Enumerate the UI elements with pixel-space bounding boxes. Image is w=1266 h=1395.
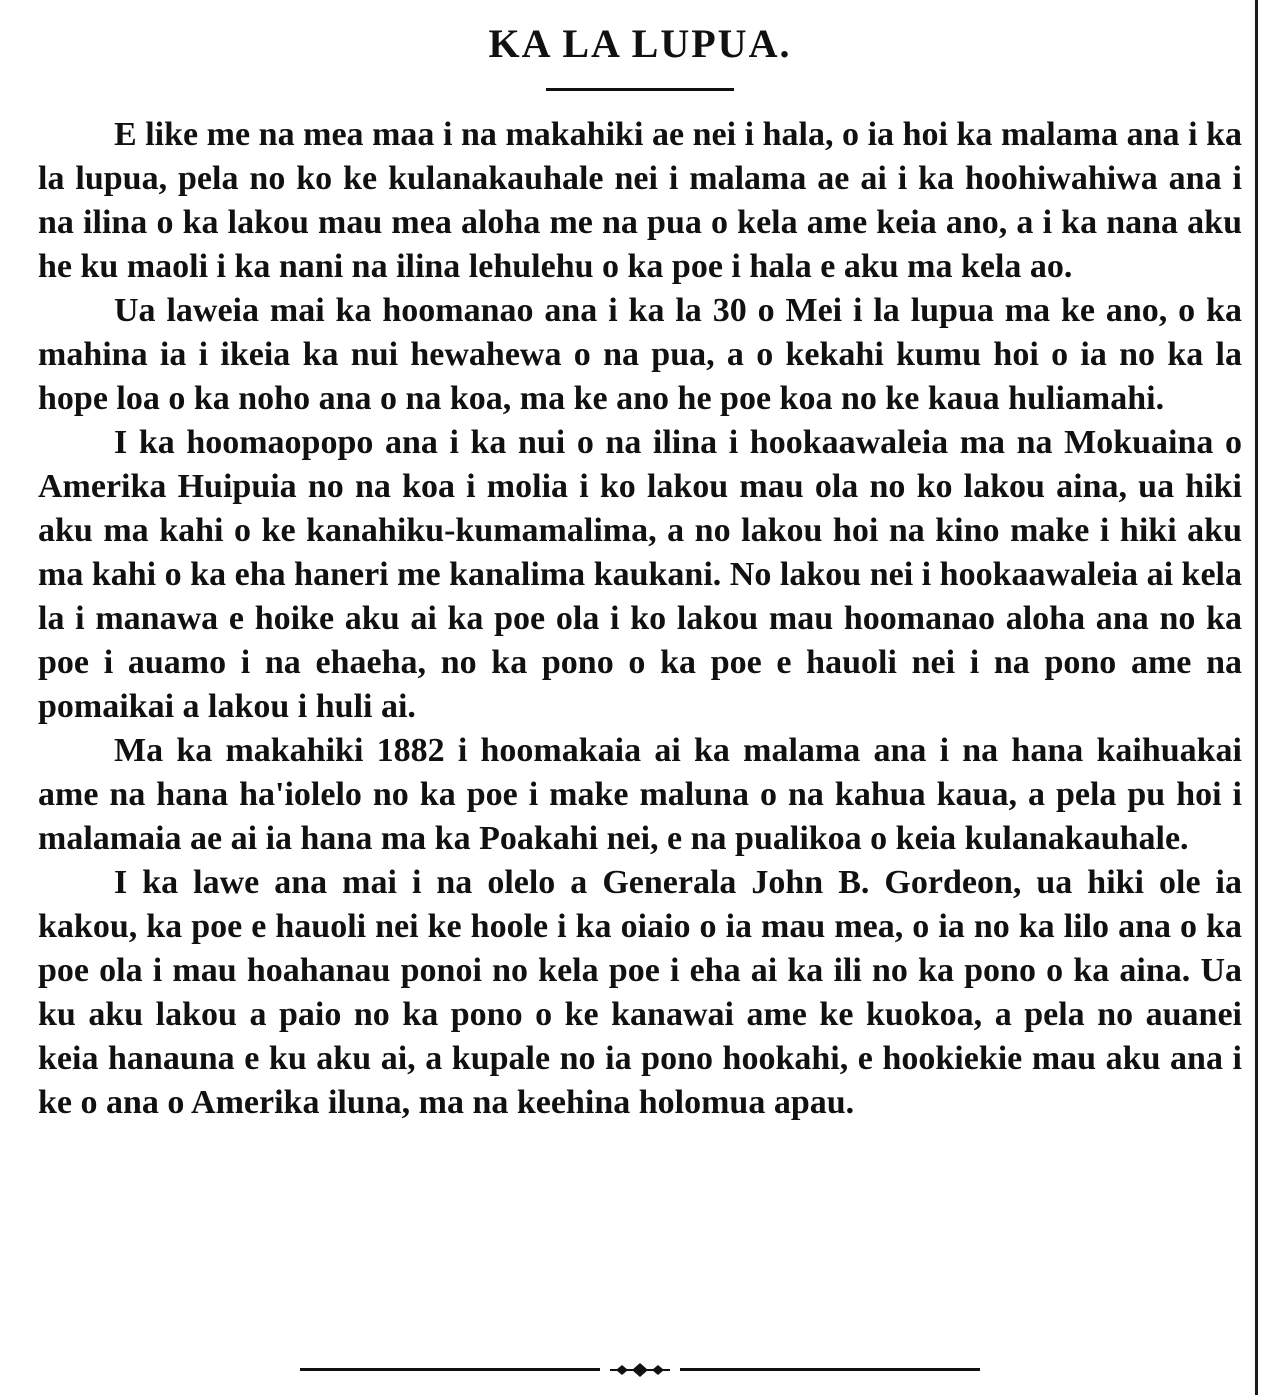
ornament-line-right (680, 1368, 980, 1371)
end-ornament (300, 1360, 980, 1380)
ornament-line-left (300, 1368, 600, 1371)
column-rule (1255, 0, 1258, 1395)
paragraph-2: Ua laweia mai ka hoomanao ana i ka la 30 o Mei i la lupua ma ke ano, o ka mahina ia i ikeia ka nui hewahewa o na pua, a o kekahi kumu hoi o ia no ka la hope loa o ka noho ana o na koa, ma ke ano he poe koa no ke kaua huliamahi. (38, 292, 1242, 417)
paragraph-5: I ka lawe ana mai i na olelo a Generala John B. Gordeon, ua hiki ole ia kakou, ka poe e hauoli nei ke hoole i ka oiaio o ia mau mea, o ia no ka lilo ana o ka poe ola i mau hoahanau ponoi no kela poe i eha ai ka ili no ka pono o ka aina. Ua ku aku lakou a paio no ka pono o ke kanawai ame ke kuokoa, a pela no auanei keia hanauna e ku aku ai, a kupale no ia pono hookahi, e hookiekie mau aku ana i ke o ana o Amerika iluna, ma na keehina holomua apau. (38, 864, 1242, 1121)
paragraph-4: Ma ka makahiki 1882 i hoomakaia ai ka malama ana i na hana kaihuakai ame na hana ha'iolelo no ka poe i make maluna o na kahua kaua, a pela pu hoi i malamaia ae ai ia hana ma ka Poakahi nei, e na pualikoa o keia kulanakauhale. (38, 732, 1242, 857)
title-rule (546, 88, 734, 91)
article-title: KA LA LUPUA. (488, 21, 792, 66)
paragraph-1: E like me na mea maa i na makahiki ae nei i hala, o ia hoi ka malama ana i ka la lupua, pela no ko ke kulanakauhale nei i malama ae ai i ka hoohiwahiwa ana i na ilina o ka lakou mau mea aloha me na pua o kela ame keia ano, a i ka nana aku he ku maoli i ka nani na ilina lehulehu o ka poe i hala e aku ma kela ao. (38, 116, 1242, 285)
article-body (38, 113, 1242, 1125)
diamond-ornament-icon (610, 1360, 670, 1380)
paragraph-3: I ka hoomaopopo ana i ka nui o na ilina i hookaawaleia ma na Mokuaina o Amerika Huipuia no na koa i molia i ko lakou mau ola no ko lakou aina, ua hiki aku ma kahi o ke kanahiku-kumamalima, a no lakou hoi na kino make i hiki aku ma kahi o ka eha haneri me kanalima kaukani. No lakou nei i hookaawaleia ai kela la i manawa e hoike aku ai ka poe ola i ko lakou mau hoomanao aloha ana no ka poe i auamo i na ehaeha, no ka pono o ka poe e hauoli nei i na pono ame na pomaikai a lakou i huli ai. (38, 424, 1242, 725)
article (38, 18, 1242, 1125)
